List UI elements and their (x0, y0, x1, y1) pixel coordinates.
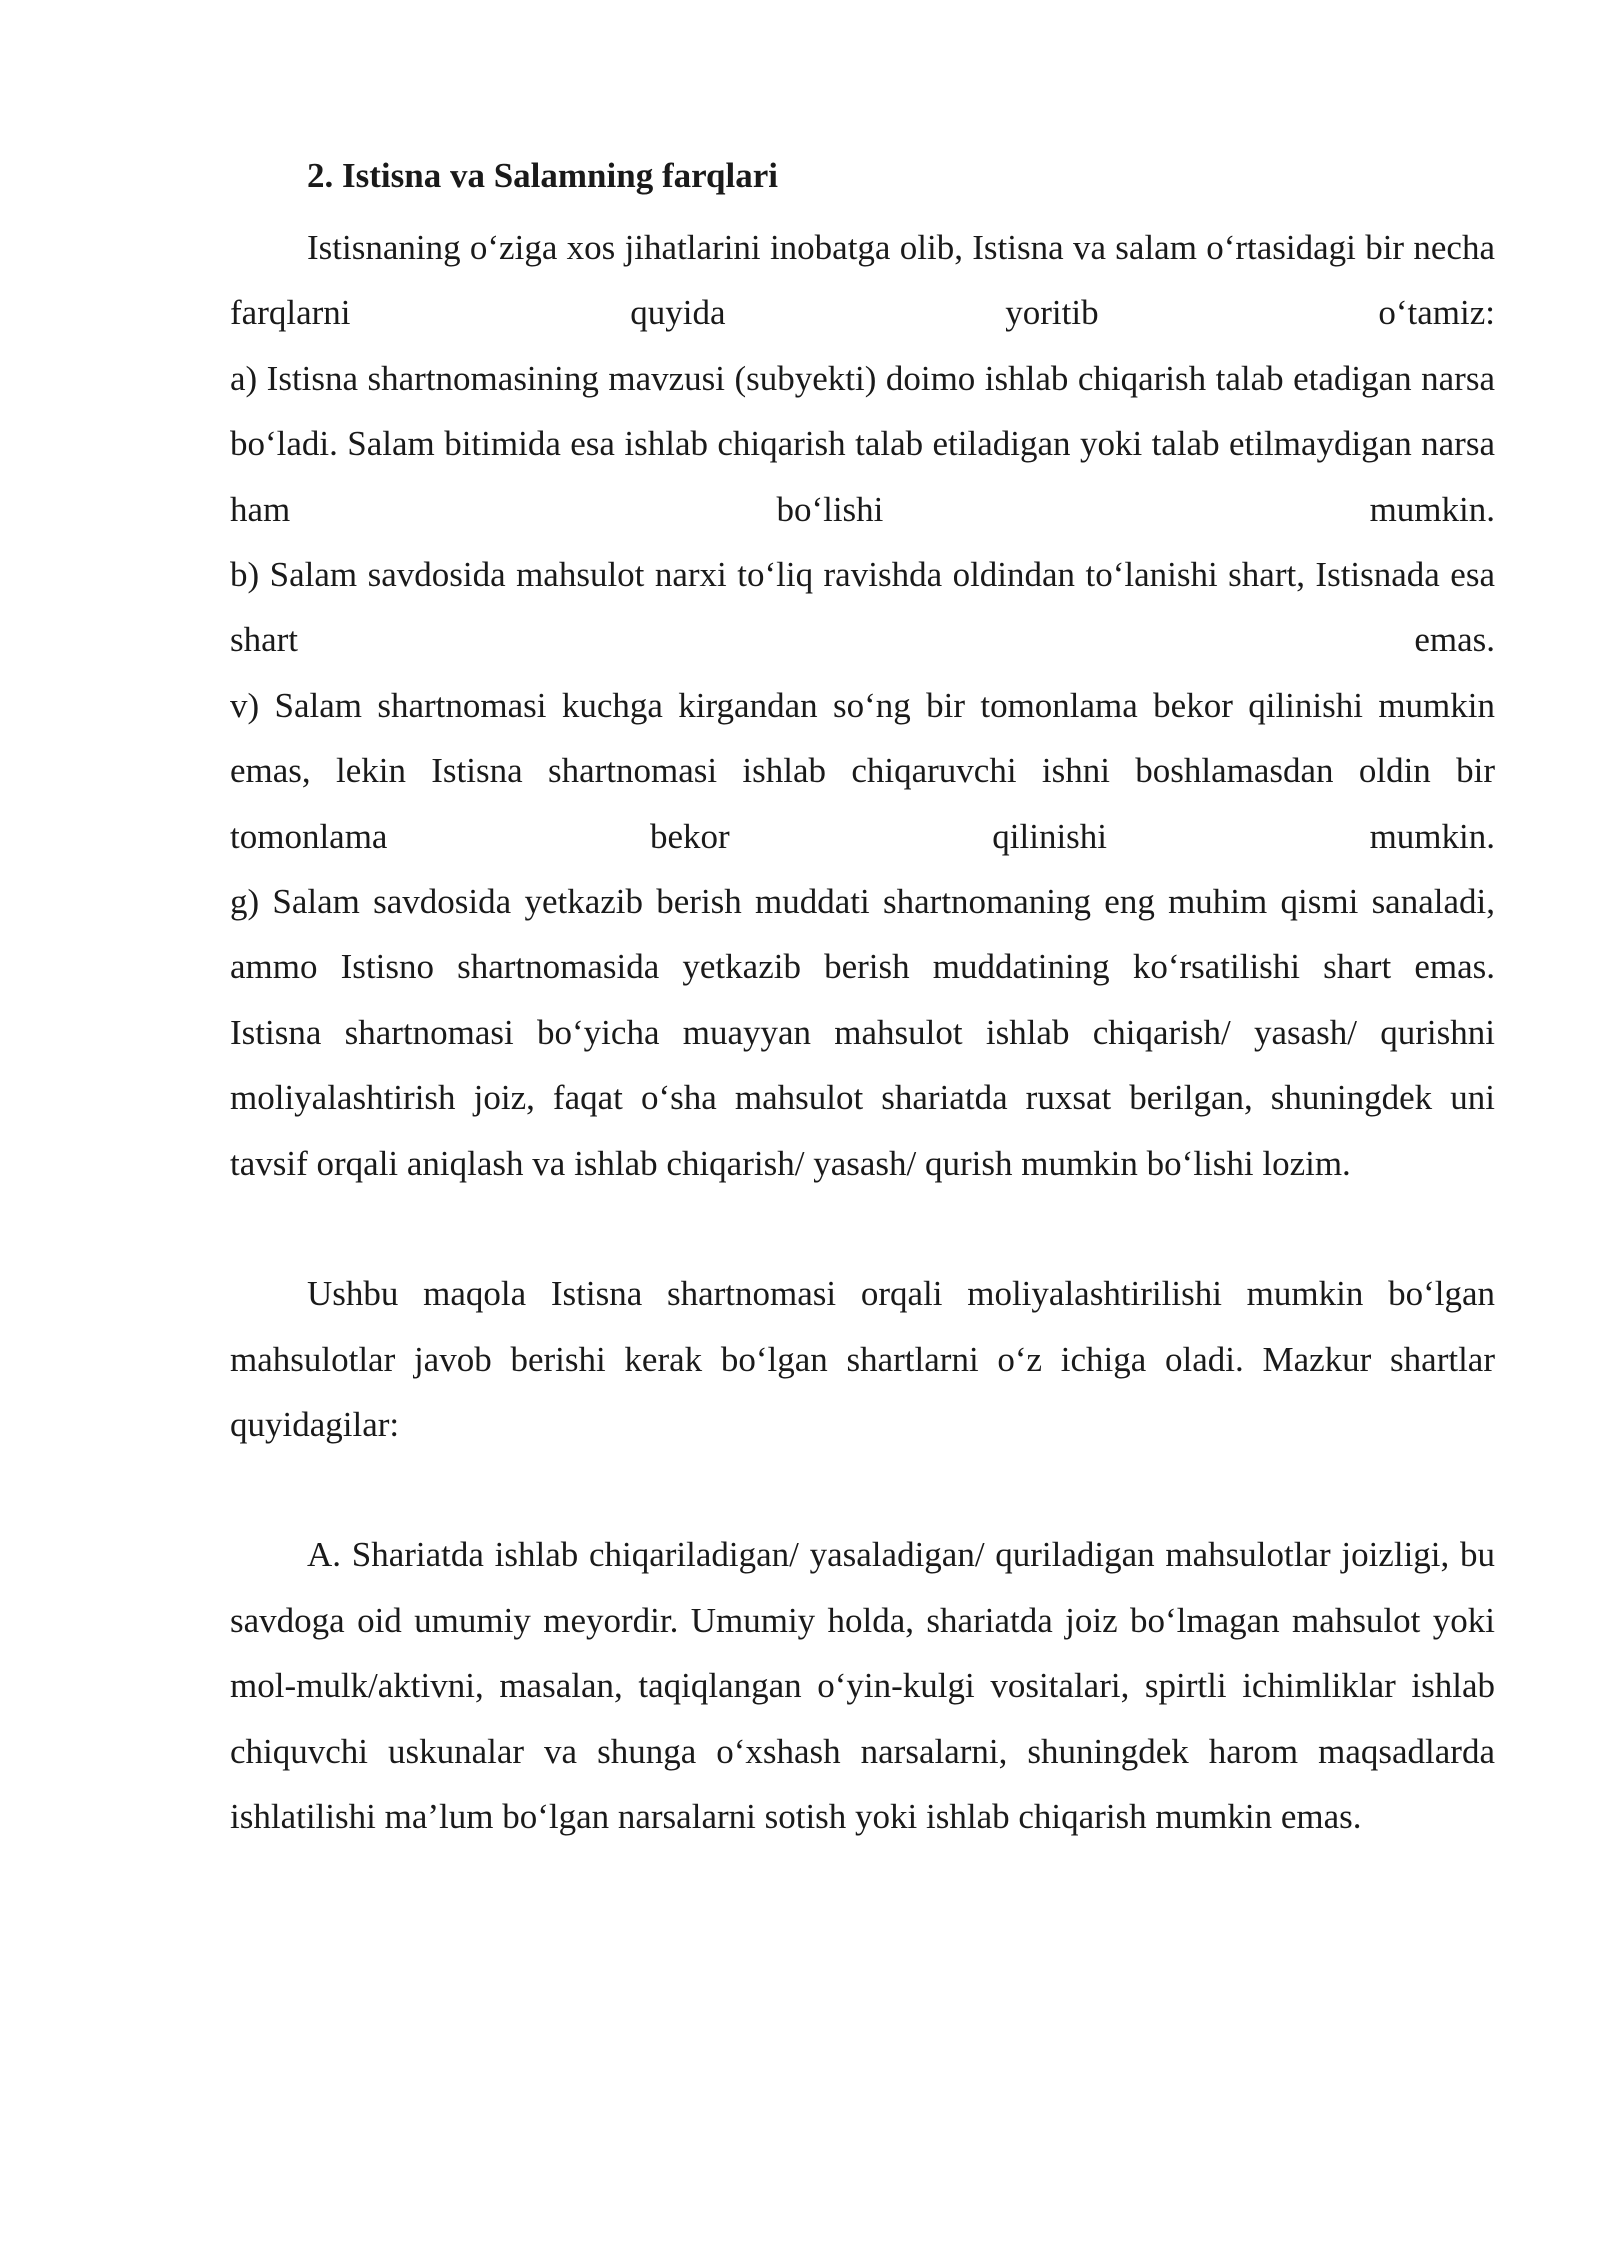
intro-paragraph: Istisnaning o‘ziga xos jihatlarini inobatga olib, Istisna va salam o‘rtasidagi bir necha farqlarni quyida yoritib o‘tamiz: (230, 228, 1495, 333)
paragraph-gap (230, 1457, 1495, 1522)
paragraph-gap (230, 1196, 1495, 1261)
difference-item-a: a) Istisna shartnomasining mavzusi (subyekti) doimo ishlab chiqarish talab etadigan narsa bo‘ladi. Salam bitimida esa ishlab chiqarish talab etiladigan yoki talab etilmaydigan narsa ham bo‘lishi mumkin. (230, 358, 1495, 529)
difference-item-b: b) Salam savdosida mahsulot narxi to‘liq ravishda oldindan to‘lanishi shart, Istisnada esa shart emas. (230, 555, 1495, 660)
article-paragraph: Ushbu maqola Istisna shartnomasi orqali moliyalashtirilishi mumkin bo‘lgan mahsulotlar javob berishi kerak bo‘lgan shartlarni o‘z ichiga oladi. Mazkur shartlar quyidagilar: (230, 1274, 1495, 1444)
financing-paragraph: Istisna shartnomasi bo‘yicha muayyan mahsulot ishlab chiqarish/ yasash/ qurishni moliyalashtirish joiz, faqat o‘sha mahsulot shariatda ruxsat berilgan, shuningdek uni tavsif orqali aniqlash va ishlab chiqarish/ yasash/ qurish mumkin bo‘lishi lozim. (230, 1012, 1495, 1183)
difference-item-v: v) Salam shartnomasi kuchga kirgandan so‘ng bir tomonlama bekor qilinishi mumkin emas, lekin Istisna shartnomasi ishlab chiqaruvchi ishni boshlamasdan oldin bir tomonlama bekor qilinishi mumkin. (230, 685, 1495, 856)
section-heading: 2. Istisna va Salamning farqlari (307, 156, 778, 195)
condition-a-paragraph: A. Shariatda ishlab chiqariladigan/ yasaladigan/ quriladigan mahsulotlar joizligi, bu savdoga oid umumiy meyordir. Umumiy holda, shariatda joiz bo‘lmagan mahsulot yoki mol-mulk/aktivni, masalan, taqiqlangan o‘yin-kulgi vositalari, spirtli ichimliklar ishlab chiquvchi uskunalar va shunga o‘xshash narsalarni, shuningdek harom maqsadlarda ishlatilishi ma’lum bo‘lgan narsalarni sotish yoki ishlab chiqarish mumkin emas. (230, 1535, 1495, 1836)
difference-item-g: g) Salam savdosida yetkazib berish muddati shartnomaning eng muhim qismi sanaladi, ammo Istisno shartnomasida yetkazib berish muddatining ko‘rsatilishi shart emas. (230, 882, 1495, 987)
document-page (230, 150, 1495, 1849)
